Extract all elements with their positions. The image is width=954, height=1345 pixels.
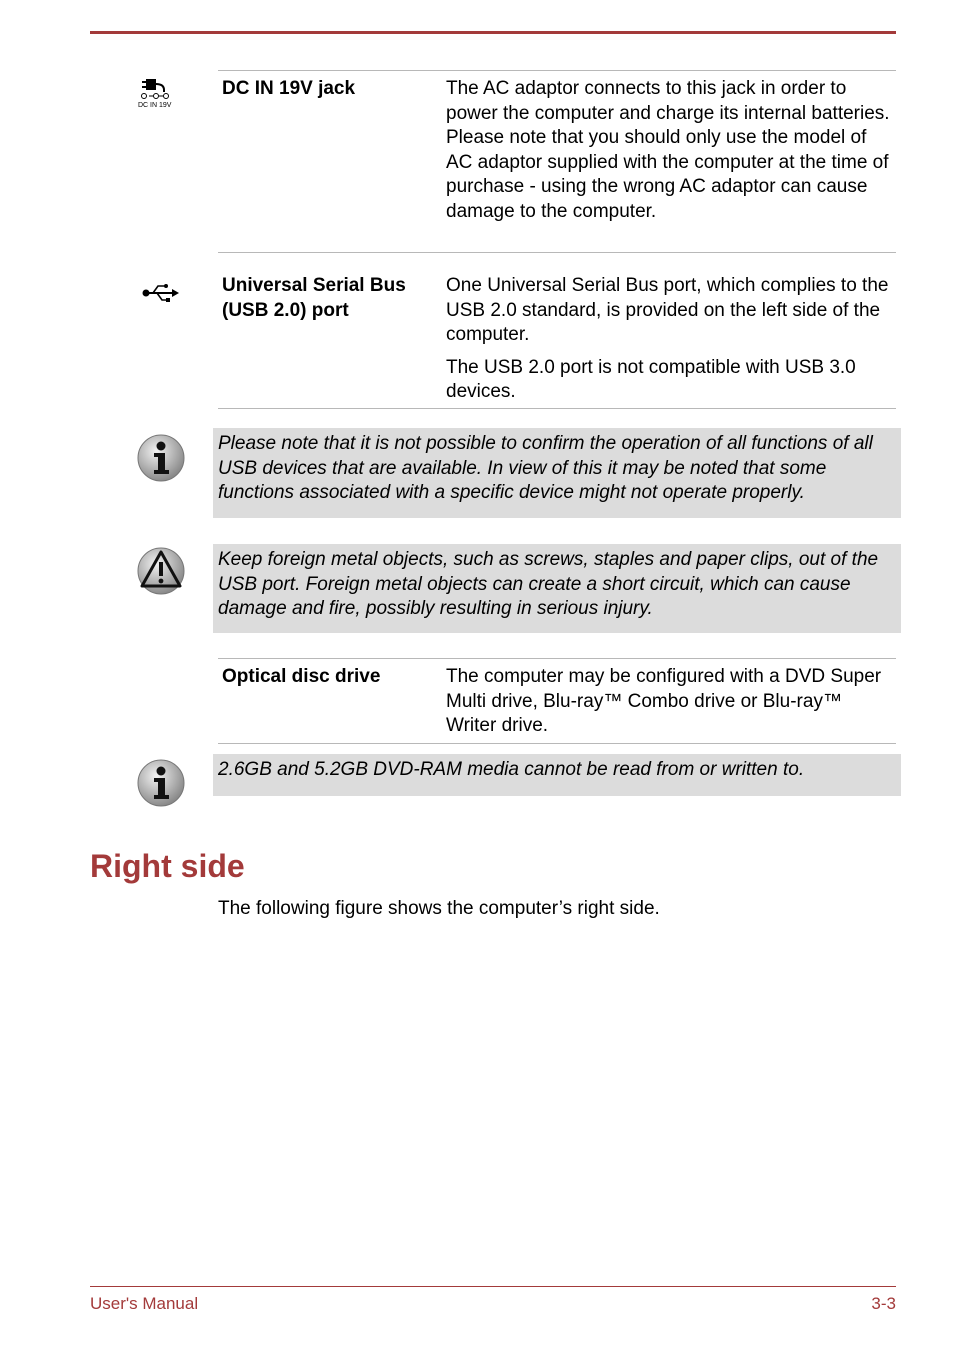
row-term: Universal Serial Bus (USB 2.0) port: [222, 275, 406, 321]
usb-icon: [141, 283, 179, 303]
section-intro: The following figure shows the computer’s right side.: [218, 898, 660, 919]
dc-in-icon: [138, 76, 178, 112]
row-description: [446, 665, 894, 747]
row-desc-para: The USB 2.0 port is not compatible with USB 3.0 devices.: [446, 356, 856, 402]
row-description: [446, 77, 894, 232]
row-desc-para: The AC adaptor connects to this jack in order to power the computer and charge its internal batteries. Please note that you should only use the model of AC adaptor supplied with the computer at the time of purchase - using the wrong AC adaptor can cause damage to the computer.: [446, 78, 890, 222]
info-icon: [136, 758, 186, 808]
row-desc-para: One Universal Serial Bus port, which complies to the USB 2.0 standard, is provided on the left side of the computer.: [446, 275, 889, 345]
note-text: Please note that it is not possible to confirm the operation of all functions of all USB devices that are available. In view of this it may be noted that some functions associated with a specific device might not operate properly.: [218, 433, 873, 503]
note-box: [213, 754, 901, 796]
section-heading: Right side: [90, 848, 245, 884]
note-box: [213, 428, 901, 518]
table-row-optical: [218, 658, 896, 744]
footer-rule: [90, 1286, 896, 1287]
table-row-usb: [218, 268, 896, 409]
warning-box: [213, 544, 901, 633]
page-number: 3-3: [871, 1294, 896, 1313]
row-term: Optical disc drive: [222, 666, 381, 687]
row-desc-para: The computer may be configured with a DVD Super Multi drive, Blu-ray™ Combo drive or Blu-ray™ Writer drive.: [446, 666, 882, 736]
table-row-dc-in: [218, 70, 896, 253]
note-text: Keep foreign metal objects, such as screws, staples and paper clips, out of the USB port. Foreign metal objects can create a short circuit, which can cause damage and fire, possibly resulting in serious injury.: [218, 549, 879, 619]
row-term: DC IN 19V jack: [222, 78, 356, 99]
dc-in-icon-caption: DC IN 19V: [138, 102, 172, 109]
warning-icon: [136, 546, 186, 596]
note-text: 2.6GB and 5.2GB DVD-RAM media cannot be read from or written to.: [218, 759, 805, 780]
header-rule: [90, 31, 896, 34]
info-icon: [136, 433, 186, 483]
row-description: [446, 274, 894, 413]
footer-title: User's Manual: [90, 1294, 199, 1313]
